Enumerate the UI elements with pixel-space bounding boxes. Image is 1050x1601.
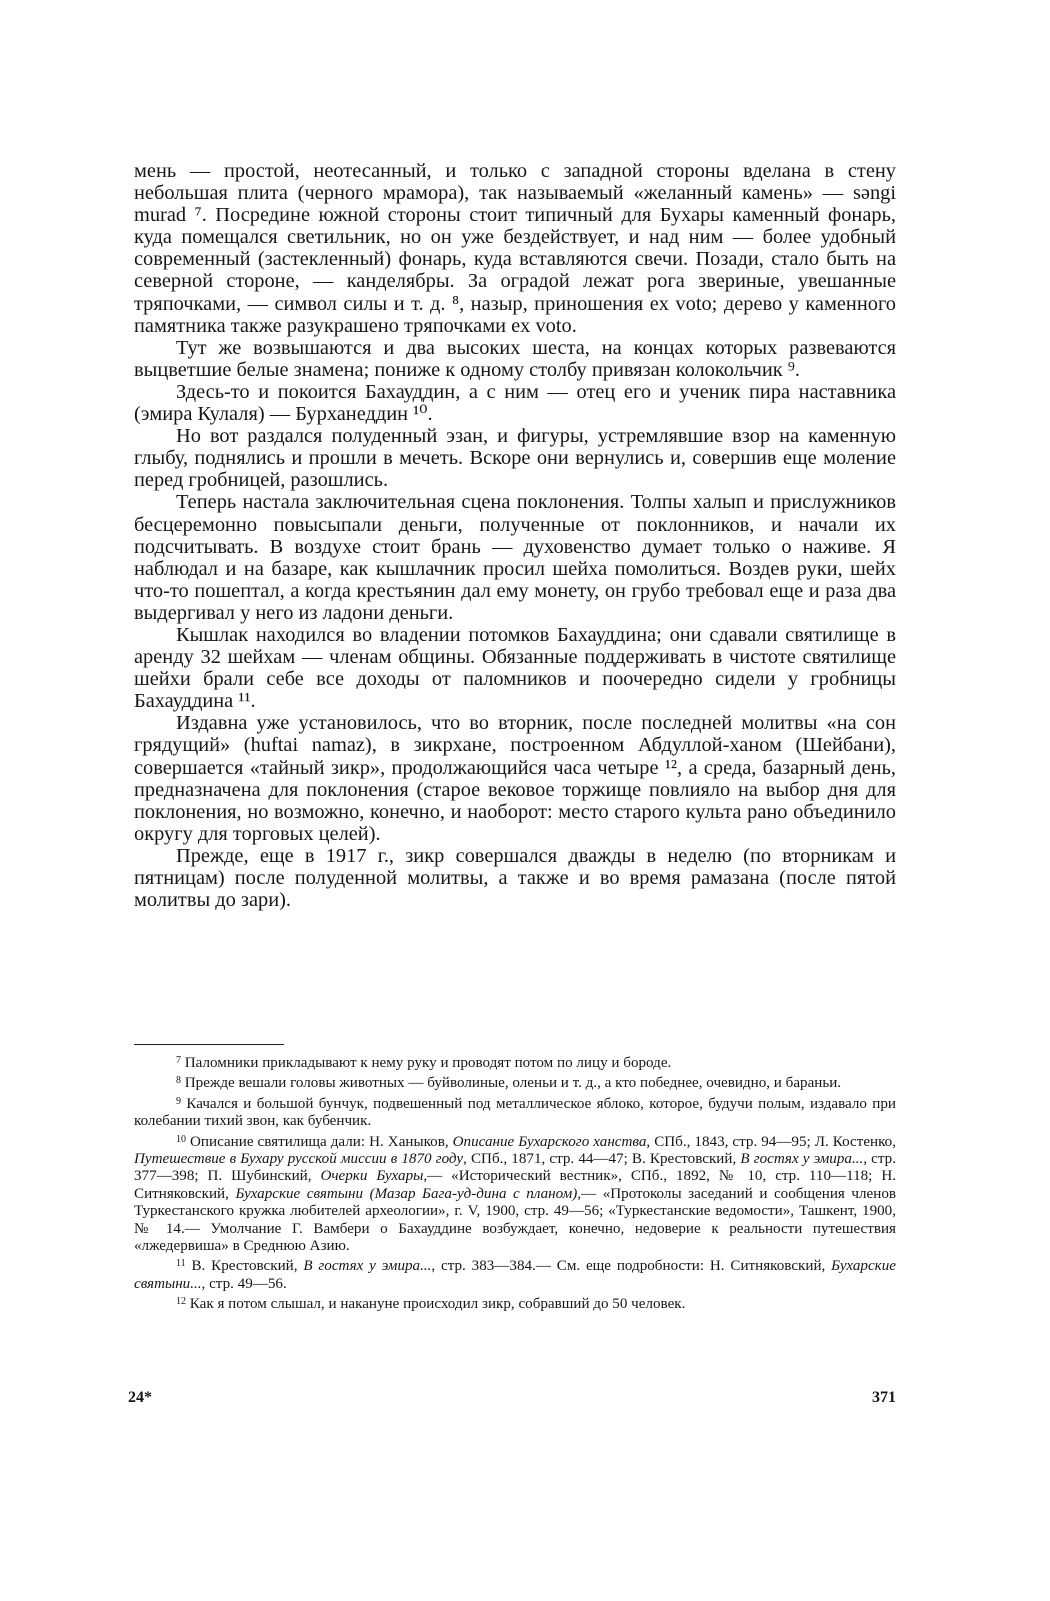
- footnote-10: [134, 1131, 896, 1256]
- footnote-9: [134, 1093, 896, 1131]
- paragraph: мень — простой, неотесанный, и только с западной стороны вделана в стену небольшая плита (черного мрамора), так называемый «желанный камень» — səngi murad ⁷. Посредине южной стороны стоит типичный для Бухары каменный фонарь, куда помещался светильник, но он уже бездействует, и над ним — более удобный современный (застекленный) фонарь, куда вставляются свечи. Позади, стало быть на северной стороне, — канделябры. За оградой лежат рога звериные, увешанные тряпочками, — символ силы и т. д. ⁸, назыр, приношения ex voto; дерево у каменного памятника также разукрашено тряпочками ex voto.: [134, 160, 896, 337]
- paragraph: Тут же возвышаются и два высоких шеста, на концах которых развеваются выцветшие белые знамена; пониже к одному столбу привязан колокольчик ⁹.: [134, 336, 896, 381]
- footnote-separator: [134, 1044, 284, 1045]
- footnote-number: 8: [176, 1075, 181, 1087]
- footnote-text: Описание святилища дали: Н. Ханыков, Описание Бухарского ханства, СПб., 1843, стр. 94—95; Л. Костенко, Путешествие в Бухару русской миссии в 1870 году, СПб., 1871, стр. 44—47; В. Крестовский, В гостях у эмира..., стр. 377—398; П. Шубинский, Очерки Бухары,— «Исторический вестник», СПб., 1892, № 10, стр. 110—118; Н. Ситняковский, Бухарские святыни (Мазар Бага-уд-дина с планом),— «Протоколы заседаний и сообщения членов Туркестанского кружка любителей археологии», г. V, 1900, стр. 49—56; «Туркестанские ведомости», Ташкент, 1900, № 14.— Умолчание Г. Вамбери о Бахауддине возбуждает, конечно, недоверие к реальности путешествия «лжедервиша» в Среднюю Азию.: [134, 1133, 896, 1255]
- footnote-11: [134, 1255, 896, 1293]
- footnote-text: Качался и большой бунчук, подвешенный под металлическое яблоко, которое, будучи полым, издавало при колебании тихий звон, как бубенчик.: [134, 1095, 896, 1130]
- footnote-number: 9: [176, 1095, 181, 1107]
- paragraph: Но вот раздался полуденный эзан, и фигуры, устремлявшие взор на каменную глыбу, поднялись и прошли в мечеть. Вскоре они вернулись и, совершив еще моление перед гробницей, разошлись.: [134, 425, 896, 492]
- footnote-text: Прежде вешали головы животных — буйволиные, оленьи и т. д., а кто победнее, очевидно, и бараньи.: [184, 1075, 842, 1092]
- paragraph: Теперь настала заключительная сцена поклонения. Толпы халып и прислужников бесцеремонно повысыпали деньги, полученные от поклонников, и начали их подсчитывать. В воздухе стоит брань — духовенство думает только о наживе. Я наблюдал и на базаре, как кышлачник просил шейха помолиться. Воздев руки, шейх что-то пошептал, а когда крестьянин дал ему монету, он грубо требовал еще и раза два выдергивал у него из ладони деньги.: [134, 491, 896, 624]
- page-number: 371: [872, 1389, 896, 1406]
- footnote-number: 11: [176, 1258, 186, 1270]
- paragraph: Кышлак находился во владении потомков Бахауддина; они сдавали святилище в аренду 32 шейхам — членам общины. Обязанные поддерживать в чистоте святилище шейхи брали себе все доходы от паломников и поочередно сидели у гробницы Бахауддина ¹¹.: [134, 623, 896, 713]
- footnote-8: [134, 1072, 896, 1092]
- footnote-text: В. Крестовский, В гостях у эмира..., стр. 383—384.— См. еще подробности: Н. Ситняковский, Бухарские святыни..., стр. 49—56.: [134, 1258, 896, 1292]
- paragraph: Здесь-то и покоится Бахауддин, а с ним — отец его и ученик пира наставника (эмира Кулаля) — Бурханеддин ¹⁰.: [134, 380, 896, 426]
- signature-mark: 24*: [128, 1389, 152, 1406]
- main-text: [134, 160, 896, 911]
- footnote-number: 10: [176, 1133, 186, 1145]
- paragraph: Издавна уже установилось, что во вторник, после последней молитвы «на сон грядущий» (huftai namaz), в зикрхане, построенном Абдуллой-ханом (Шейбани), совершается «тайный зикр», продолжающийся часа четыре ¹², а среда, базарный день, предназначена для поклонения (старое вековое торжище повлияло на выбор дня для поклонения, но возможно, конечно, и наоборот: место старого культа рано объединило округу для торговых целей).: [134, 712, 896, 845]
- footnote-number: 7: [176, 1055, 181, 1066]
- footnotes: [134, 1052, 896, 1314]
- paragraph: Прежде, еще в 1917 г., зикр совершался дважды в неделю (по вторникам и пятницам) после полуденной молитвы, а также и во время рамазана (после пятой молитвы до зари).: [134, 844, 896, 912]
- footnote-number: 12: [176, 1296, 186, 1308]
- footnote-12: [134, 1293, 896, 1313]
- footnote-text: Как я потом слышал, и накануне происходил зикр, собравший до 50 человек.: [189, 1296, 686, 1313]
- footnote-text: Паломники прикладывают к нему руку и проводят потом по лицу и бороде.: [184, 1055, 672, 1071]
- footnote-7: [134, 1052, 896, 1072]
